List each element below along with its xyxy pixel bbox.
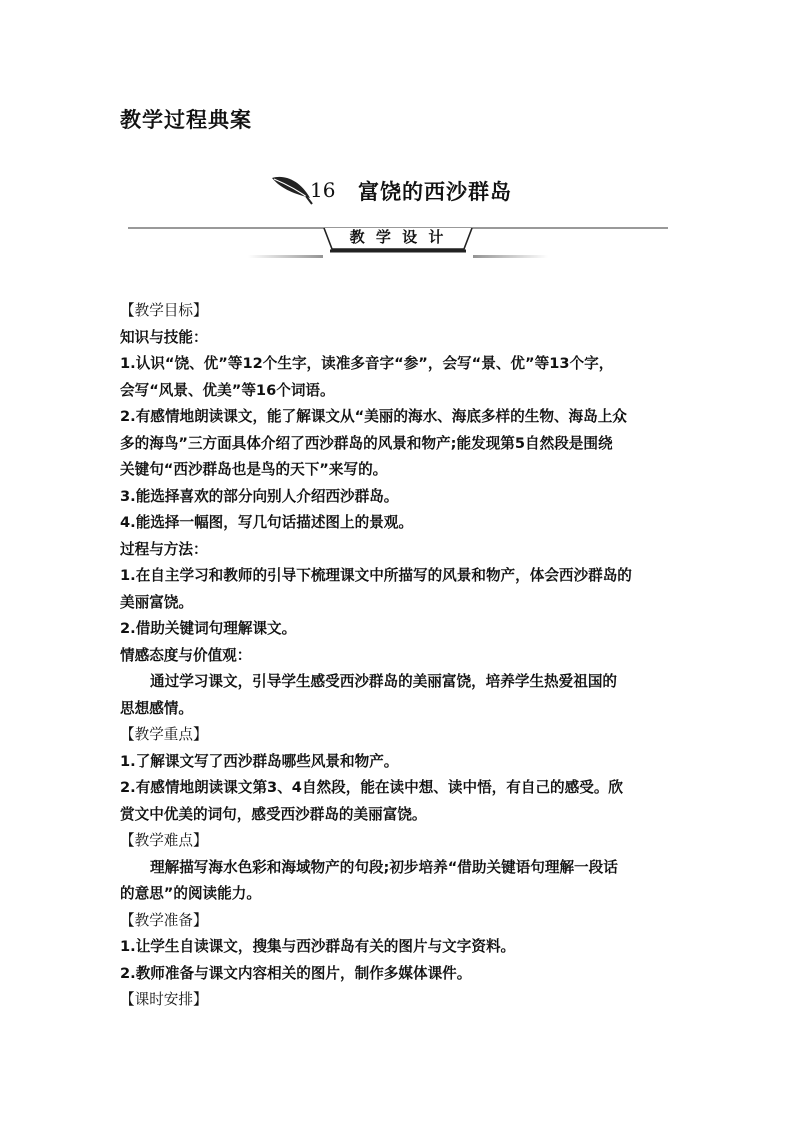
emotion-paragraph: 通过学习课文，引导学生感受西沙群岛的美丽富饶，培养学生热爱祖国的 (150, 673, 618, 690)
key-point-item: 2.有感情地朗读课文第3、4自然段，能在读中想、读中悟，有自己的感受。欣 (120, 779, 624, 796)
goal-item-cont: 关键句“西沙群岛也是鸟的天下”来写的。 (120, 461, 388, 478)
preparation-item: 2.教师准备与课文内容相关的图片，制作多媒体课件。 (120, 964, 472, 982)
banner-label: 教 学 设 计 (349, 228, 447, 246)
key-point-item: 1.了解课文写了西沙群岛哪些风景和物产。 (120, 752, 399, 770)
goal-item: 4.能选择一幅图，写几句话描述图上的景观。 (120, 514, 413, 531)
difficulty-paragraph-cont: 的意思”的阅读能力。 (120, 885, 261, 902)
document-title: 教学过程典案 (120, 108, 252, 132)
section-heading-schedule: 【课时安排】 (120, 991, 208, 1008)
lesson-title: 富饶的西沙群岛 (358, 180, 512, 204)
process-item: 2.借助关键词句理解课文。 (120, 620, 297, 637)
preparation-item: 1.让学生自读课文，搜集与西沙群岛有关的图片与文字资料。 (120, 938, 516, 955)
section-heading-difficulties: 【教学难点】 (120, 832, 208, 849)
subheading-process: 过程与方法： (120, 540, 208, 558)
goal-item: 1.认识“饶、优”等12个生字，读准多音字“参”，会写“景、优”等13个字， (120, 355, 614, 372)
feather-quill-icon (270, 172, 314, 206)
key-point-item-cont: 赏文中优美的词句，感受西沙群岛的美丽富饶。 (120, 805, 427, 823)
process-item-cont: 美丽富饶。 (120, 593, 193, 611)
goal-item: 2.有感情地朗读课文，能了解课文从“美丽的海水、海底多样的生物、海岛上众 (120, 408, 627, 425)
goal-item-cont: 多的海鸟”三方面具体介绍了西沙群岛的风景和物产;能发现第5自然段是围绕 (120, 434, 613, 452)
subheading-emotion: 情感态度与价值观： (120, 646, 252, 664)
goal-item: 3.能选择喜欢的部分向别人介绍西沙群岛。 (120, 487, 399, 505)
lesson-number: 16 (310, 178, 336, 202)
difficulty-paragraph: 理解描写海水色彩和海域物产的句段;初步培养“借助关键语句理解一段话 (150, 858, 618, 876)
subheading-knowledge: 知识与技能： (120, 328, 208, 346)
lesson-plan-body (120, 298, 680, 1014)
section-heading-key-points: 【教学重点】 (120, 726, 208, 743)
section-heading-preparation: 【教学准备】 (120, 911, 208, 929)
section-heading-goals: 【教学目标】 (120, 302, 208, 319)
section-banner (128, 222, 668, 262)
process-item: 1.在自主学习和教师的引导下梳理课文中所描写的风景和物产，体会西沙群岛的 (120, 567, 632, 584)
lesson-heading (270, 172, 570, 212)
emotion-paragraph-cont: 思想感情。 (120, 699, 193, 717)
goal-item-cont: 会写“风景、优美”等16个词语。 (120, 381, 335, 399)
